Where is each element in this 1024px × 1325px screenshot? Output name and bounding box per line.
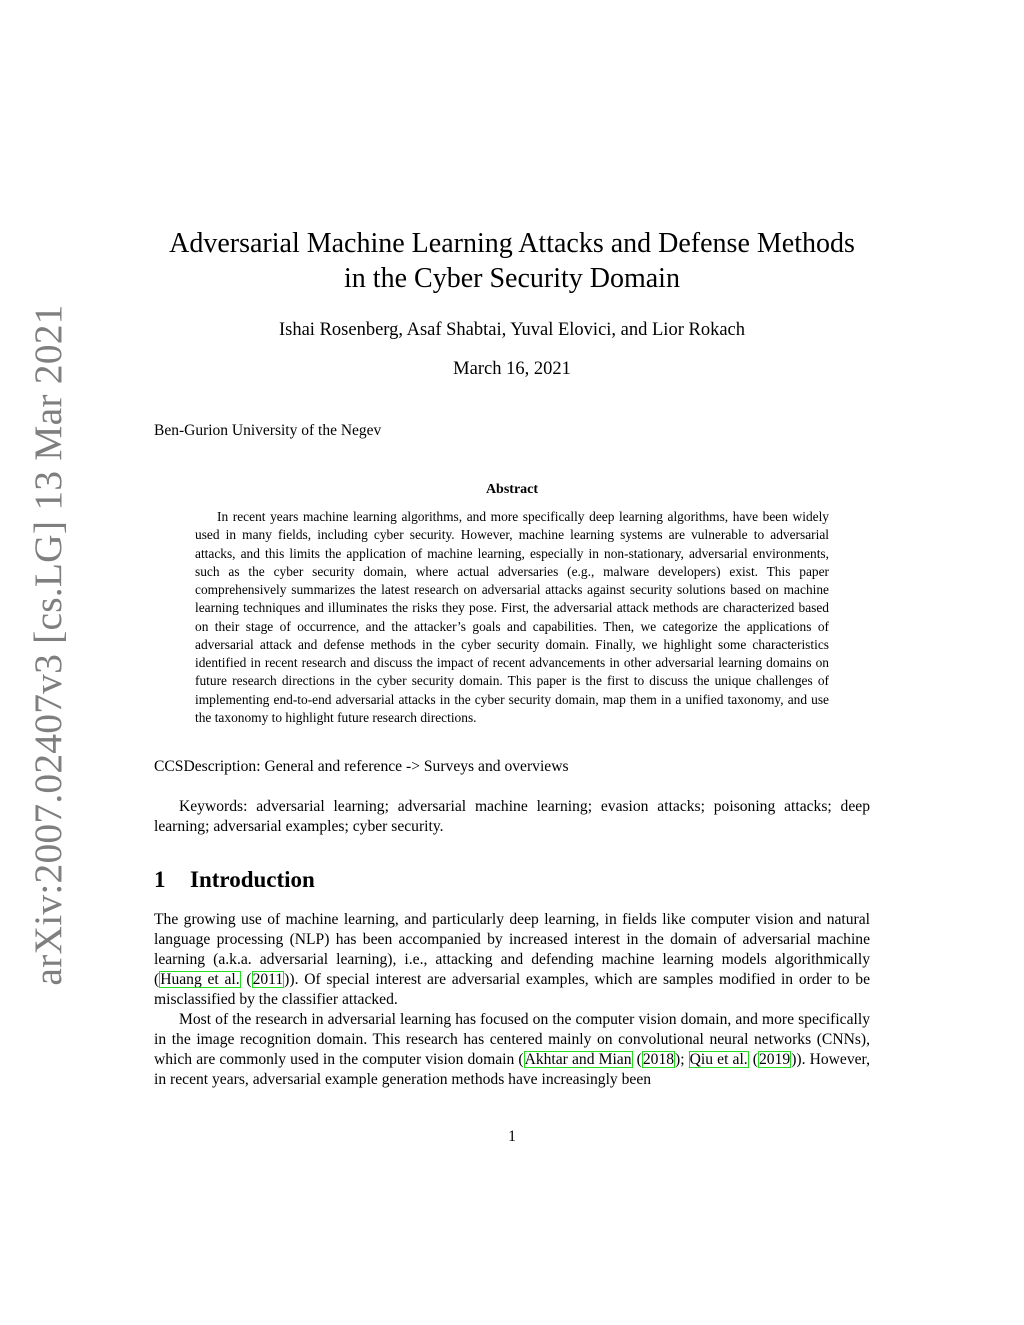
citation-year-link-akhtar[interactable]: 2018 xyxy=(642,1051,675,1068)
intro-p1-text-b: ). Of special interest are adversarial examples, which are samples modified in order to be misclassified by the classifier attacked. xyxy=(154,971,871,1008)
intro-p2-text-b: ). However, in recent years, adversarial example generation methods have increasingly been xyxy=(154,1051,871,1088)
publication-date: March 16, 2021 xyxy=(453,359,571,379)
intro-paragraph-2: Most of the research in adversarial learning has focused on the computer vision domain, and more specifically in the image recognition domain. This research has centered mainly on convolutional neural networks (CNNs), which are commonly used in the computer vision domain (Akhtar and Mian (2018); Qiu et al. (2019)). However, in recent years, adversarial example generation methods have increasingly been xyxy=(154,1011,871,1088)
author-list: Ishai Rosenberg, Asaf Shabtai, Yuval Elovici, and Lior Rokach xyxy=(278,320,745,340)
intro-paragraph-1: The growing use of machine learning, and particularly deep learning, in fields like computer vision and natural language processing (NLP) has been accompanied by increased interest in the domain of adversarial machine learning (a.k.a. adversarial learning), i.e., attacking and defending machine learning models algorithmically (Huang et al. (2011)). Of special interest are adversarial examples, which are samples modified in order to be misclassified by the classifier attacked. xyxy=(154,911,871,1008)
title-line-2: in the Cyber Security Domain xyxy=(344,263,680,294)
introduction-body xyxy=(154,910,870,1090)
intro-p1-text-a: The growing use of machine learning, and particularly deep learning, in fields like computer vision and natural language processing (NLP) has been accompanied by increased interest in the domain of adversarial machine learning (a.k.a. adversarial learning), i.e., attacking and defending machine learning models algorithmically ( xyxy=(154,911,870,988)
intro-p2-text-a: Most of the research in adversarial learning has focused on the computer vision domain, and more specifically in the image recognition domain. This research has centered mainly on convolutional neural networks (CNNs), which are commonly used in the computer vision domain ( xyxy=(154,1011,870,1068)
citation-link-qiu[interactable]: Qiu et al. xyxy=(689,1051,748,1068)
citation-year-link-huang[interactable]: 2011 xyxy=(252,971,284,988)
abstract-text: In recent years machine learning algorithms, and more specifically deep learning algorithms, have been widely used in many fields, including cyber security. However, machine learning systems are vulnerable to adversarial attacks, and this limits the application of machine learning, especially in non-stationary, adversarial environments, such as the cyber security domain, where actual adversaries (e.g., malware developers) exist. This paper comprehensively summarizes the latest research on adversarial attacks against security solutions based on machine learning techniques and illuminates the risks they pose. First, the adversarial attack methods are characterized based on their stage of occurrence, and the attacker’s goals and capabilities. Then, we categorize the applications of adversarial attack and defense methods in the cyber security domain. Finally, we highlight some characteristics identified in recent research and discuss the impact of recent advancements in other adversarial learning domains on future research directions in the cyber security domain. This paper is the first to discuss the unique challenges of implementing end-to-end adversarial attacks in the cyber security domain, map them in a unified taxonomy, and use the taxonomy to highlight future research directions. xyxy=(195,509,829,725)
ccs-description: CCSDescription: General and reference -> Surveys and overviews xyxy=(154,758,569,775)
section-heading-introduction xyxy=(154,866,315,894)
keywords: Keywords: adversarial learning; adversarial machine learning; evasion attacks; poisoning attacks; deep learning; adversarial examples; cyber security. xyxy=(154,798,870,835)
citation-year-link-qiu[interactable]: 2019 xyxy=(759,1051,791,1068)
citation-link-huang[interactable]: Huang et al. xyxy=(160,971,240,988)
affiliation: Ben-Gurion University of the Negev xyxy=(154,422,382,439)
abstract-heading: Abstract xyxy=(485,482,539,497)
title-line-1: Adversarial Machine Learning Attacks and Defense Methods xyxy=(169,228,855,259)
paper-title xyxy=(140,226,884,296)
citation-link-akhtar[interactable]: Akhtar and Mian xyxy=(524,1051,632,1068)
arxiv-identifier-stamp: arXiv:2007.02407v3 [cs.LG] 13 Mar 2021 xyxy=(26,304,70,986)
section-number: 1 xyxy=(154,867,166,892)
page-number: 1 xyxy=(508,1128,516,1145)
section-title: Introduction xyxy=(190,867,315,892)
